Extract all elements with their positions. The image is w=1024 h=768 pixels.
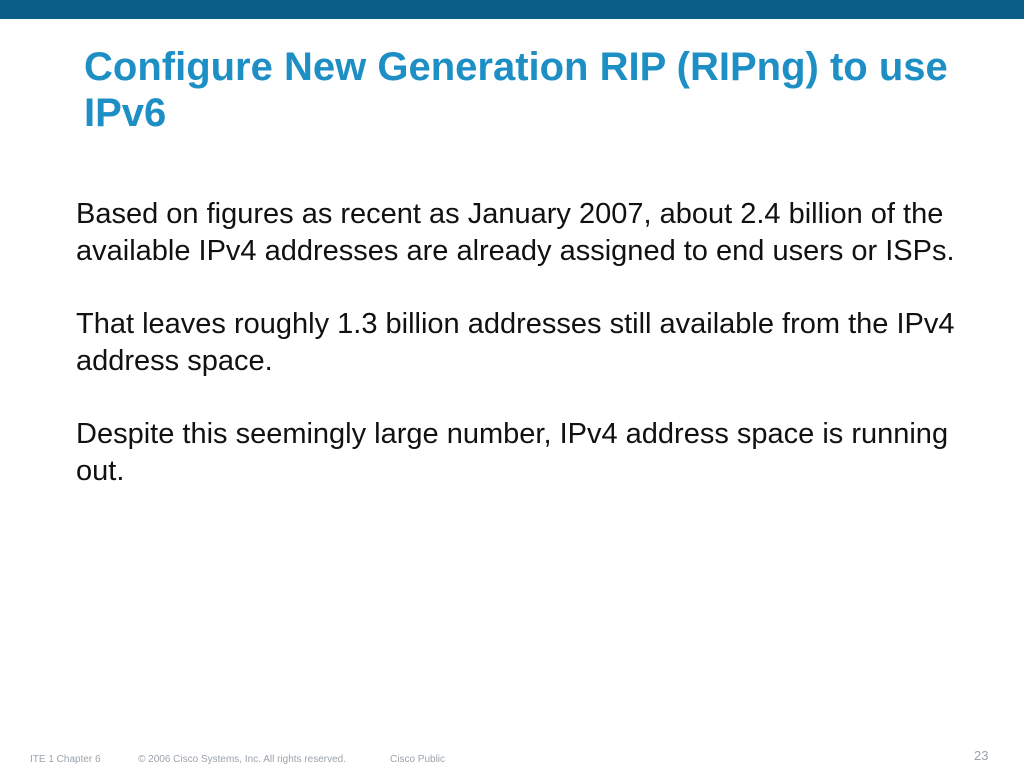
footer-classification: Cisco Public xyxy=(390,754,446,765)
body-paragraph-3: Despite this seemingly large number, IPv4 address space is running out. xyxy=(76,418,949,487)
body-paragraph-1: Based on figures as recent as January 2007, about 2.4 billion of the available IPv4 addresses are already assigned to end users or ISPs. xyxy=(76,198,955,267)
footer-chapter: ITE 1 Chapter 6 xyxy=(30,754,101,765)
top-banner-bar xyxy=(0,0,1024,19)
slide-title: Configure New Generation RIP (RIPng) to use IPv6 xyxy=(84,45,948,135)
page-number: 23 xyxy=(974,748,989,763)
body-paragraph-2: That leaves roughly 1.3 billion addresses still available from the IPv4 address space. xyxy=(76,308,955,377)
slide-body xyxy=(76,196,956,526)
slide-footer xyxy=(0,748,1024,768)
footer-copyright: © 2006 Cisco Systems, Inc. All rights reserved. xyxy=(138,754,347,765)
